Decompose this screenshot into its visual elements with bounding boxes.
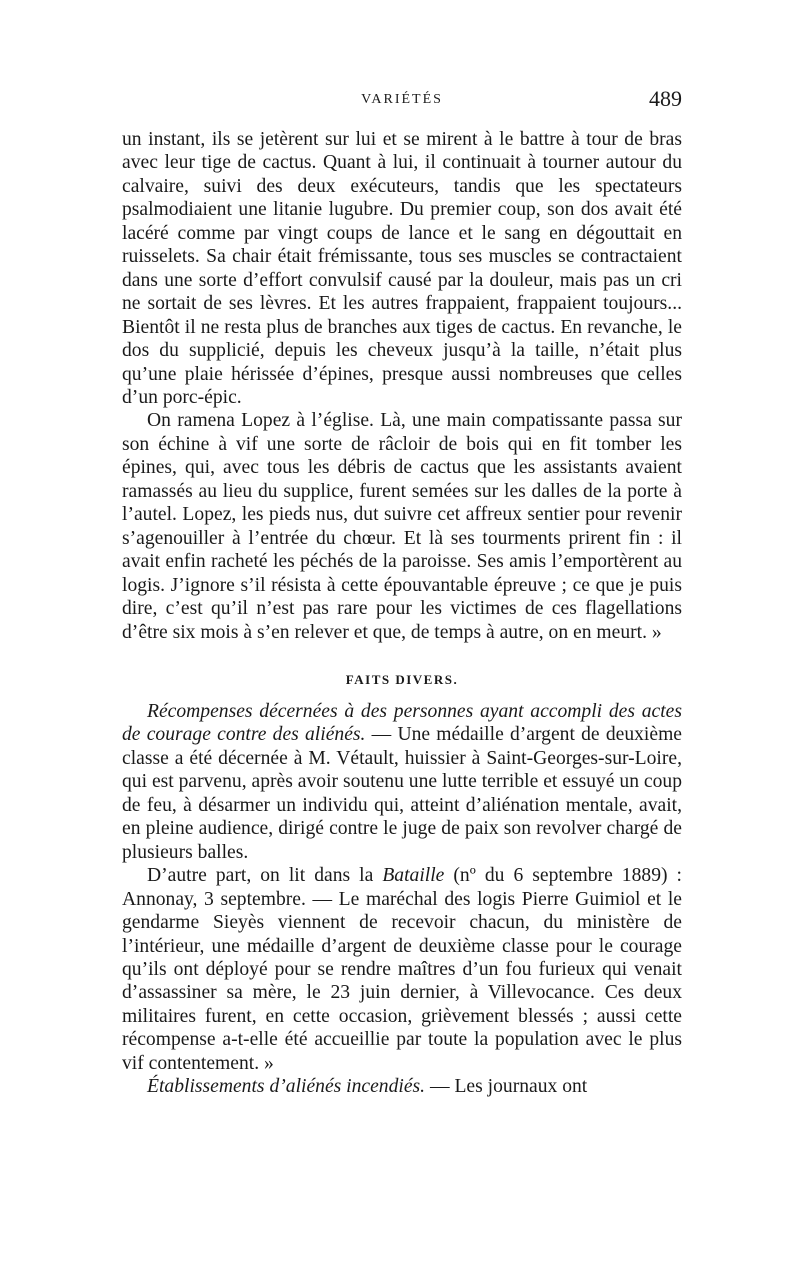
news-item-rewards-text: — Une médaille d’argent de deuxième classe a été décernée à M. Vétault, huissier à Saint-Georges-sur-Loire, qui est parvenu, après avoir soutenu une lutte terrible et essuyé un coup de feu, à désarmer un individu qui, atteint d’aliénation mentale, avait, en pleine audience, dirigé contre le juge de paix son revolver chargé de plusieurs balles. [122, 724, 683, 863]
news-item-fires-title: Établissements d’aliénés incendiés. [147, 1076, 426, 1098]
news-item-rewards-title: Récompenses décernées à des personnes ayant accompli des actes de courage contre des aliénés. [122, 700, 682, 746]
page-header [122, 86, 682, 122]
book-page [122, 86, 683, 1099]
news-item-rewards-continued [122, 864, 682, 1075]
news-item-rewards [122, 700, 682, 864]
paragraph-flagellation-continued: un instant, ils se jetèrent sur lui et se mirent à le battre à tour de bras avec leur tige de cactus. Quant à lui, il continuait à tourner autour du calvaire, suivi des deux exécuteurs, tandis que les spectateurs psalmodiaient une litanie lugubre. Du premier coup, son dos avait été lacéré comme par vingt coups de lance et le sang en dégouttait en ruisselets. Sa chair était frémissante, tous ses muscles se contractaient dans une sorte d’effort convulsif causé par la douleur, mais pas un cri ne sortait de ses lèvres. Et les autres frappaient, frappaient toujours... Bientôt il ne resta plus de branches aux tiges de cactus. En revanche, le dos du supplicié, depuis les cheveux jusqu’à la taille, n’était plus qu’une plaie hérissée d’épines, presque aussi nombreuses que celles d’un porc-épic. [122, 129, 682, 408]
news-item-fires [122, 1075, 682, 1098]
running-head: VARIÉTÉS [361, 92, 443, 107]
news-item-fires-text: — Les journaux ont [425, 1076, 588, 1098]
news-item-rewards-continued-text-a: D’autre part, on lit dans la [147, 865, 383, 887]
page-number: 489 [649, 86, 682, 111]
section-title: FAITS DIVERS. [345, 671, 459, 687]
journal-name: Bataille [382, 865, 445, 887]
news-item-rewards-continued-text-b: (nº du 6 septembre 1889) : Annonay, 3 septembre. — Le maréchal des logis Pierre Guimiol et le gendarme Sieyès viennent de recevoir chacun, du ministère de l’intérieur, une médaille d’argent de deuxième classe pour le courage qu’ils ont déployé pour se rendre maîtres d’un fou furieux qui venait d’assassiner sa mère, le 23 juin dernier, à Villevocance. Ces deux militaires furent, en cette occasion, grièvement blessés ; aussi cette récompense a-t-elle été accueillie par toute la population avec le plus vif contentement. » [122, 865, 682, 1074]
paragraph-lopez-church: On ramena Lopez à l’église. Là, une main compatissante passa sur son échine à vif une sorte de râcloir de bois qui en fit tomber les épines, qui, avec tous les débris de cactus que les assistants avaient ramassés au lieu du supplice, furent semées sur les dalles de la porte à l’autel. Lopez, les pieds nus, dut suivre cet affreux sentier pour revenir s’agenouiller à l’entrée du chœur. Et là ses tourments prirent fin : il avait enfin racheté les péchés de la paroisse. Ses amis l’emportèrent au logis. J’ignore s’il résista à cette épouvantable épreuve ; ce que je puis dire, c’est qu’il n’est pas rare pour les victimes de ces flagellations d’être six mois à s’en relever et que, de temps à autre, on en meurt. » [122, 410, 682, 643]
